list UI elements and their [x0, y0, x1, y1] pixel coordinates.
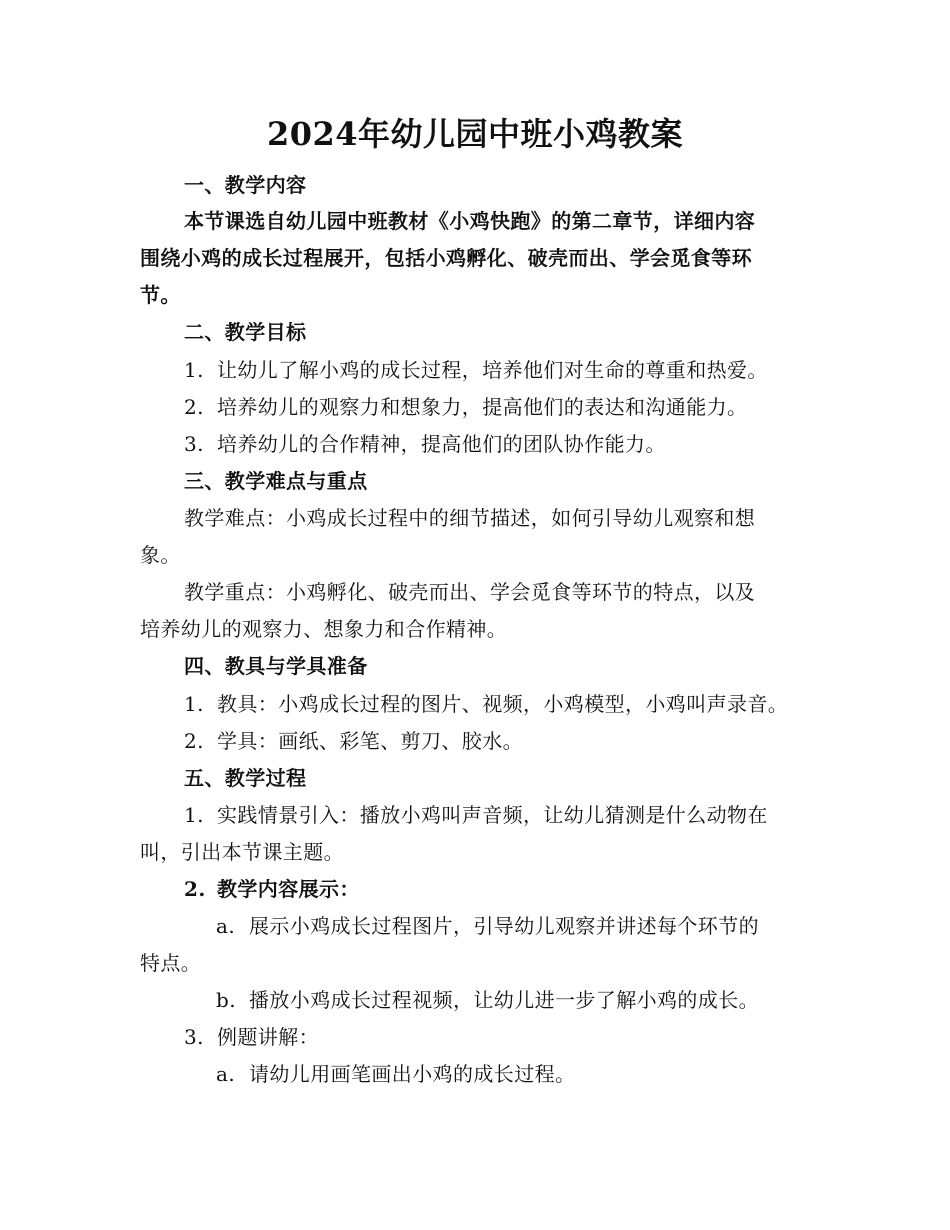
- substep-letter: a.: [216, 914, 236, 938]
- section-heading-content: 一、教学内容: [184, 173, 307, 197]
- process-step: [184, 1019, 319, 1056]
- list-item: [184, 426, 666, 463]
- paragraph-line: 特点。: [140, 951, 202, 975]
- section-heading-objectives: 二、教学目标: [184, 320, 307, 344]
- list-item: [184, 686, 788, 723]
- key-points-paragraph: [140, 574, 816, 648]
- paragraph-line: 教学难点：小鸡成长过程中的细节描述，如何引导幼儿观察和想: [184, 506, 756, 530]
- process-step: [140, 797, 816, 871]
- substep-text: 展示小鸡成长过程图片，引导幼儿观察并讲述每个环节的: [249, 914, 759, 938]
- list-item-text: 培养幼儿的合作精神，提高他们的团队协作能力。: [217, 432, 666, 456]
- section-content-paragraph: [140, 203, 816, 314]
- list-item-text: 学具：画纸、彩笔、剪刀、胶水。: [217, 729, 523, 753]
- process-substep: [140, 908, 816, 982]
- list-item-number: 1.: [184, 358, 204, 382]
- section-heading-materials: 四、教具与学具准备: [184, 654, 368, 678]
- list-item: [184, 352, 768, 389]
- step-number: 1.: [184, 803, 204, 827]
- step-text: 例题讲解：: [217, 1025, 319, 1049]
- list-item-text: 培养幼儿的观察力和想象力，提高他们的表达和沟通能力。: [217, 395, 748, 419]
- document-title: 2024年幼儿园中班小鸡教案: [266, 115, 684, 153]
- substep-text: 请幼儿用画笔画出小鸡的成长过程。: [249, 1062, 576, 1086]
- paragraph-line: 象。: [140, 543, 181, 567]
- list-item-number: 3.: [184, 432, 204, 456]
- section-heading-difficulties: 三、教学难点与重点: [184, 469, 368, 493]
- paragraph-line: 叫，引出本节课主题。: [140, 840, 344, 864]
- paragraph-line: 围绕小鸡的成长过程展开，包括小鸡孵化、破壳而出、学会觅食等环: [140, 246, 752, 270]
- paragraph-line: 教学重点：小鸡孵化、破壳而出、学会觅食等环节的特点，以及: [184, 580, 756, 604]
- paragraph-line: 本节课选自幼儿园中班教材《小鸡快跑》的第二章节，详细内容: [184, 209, 756, 233]
- process-step: [184, 871, 360, 908]
- process-substep: [216, 982, 759, 1019]
- step-text: 实践情景引入：播放小鸡叫声音频，让幼儿猜测是什么动物在: [217, 803, 768, 827]
- list-item: [184, 389, 747, 426]
- substep-letter: a.: [216, 1062, 236, 1086]
- paragraph-line: 节。: [140, 283, 181, 307]
- substep-text: 播放小鸡成长过程视频，让幼儿进一步了解小鸡的成长。: [249, 988, 759, 1012]
- paragraph-line: 培养幼儿的观察力、想象力和合作精神。: [140, 617, 508, 641]
- process-substep: [216, 1056, 575, 1093]
- difficulty-paragraph: [140, 500, 816, 574]
- section-heading-process: 五、教学过程: [184, 766, 307, 790]
- list-item-text: 教具：小鸡成长过程的图片、视频，小鸡模型，小鸡叫声录音。: [217, 692, 789, 716]
- list-item-number: 2.: [184, 729, 204, 753]
- list-item-text: 让幼儿了解小鸡的成长过程，培养他们对生命的尊重和热爱。: [217, 358, 768, 382]
- list-item-number: 1.: [184, 692, 204, 716]
- step-number: 3.: [184, 1025, 204, 1049]
- list-item: [184, 723, 523, 760]
- list-item-number: 2.: [184, 395, 204, 419]
- substep-letter: b.: [216, 988, 236, 1012]
- step-number: 2.: [184, 877, 206, 901]
- step-text: 教学内容展示：: [217, 877, 360, 901]
